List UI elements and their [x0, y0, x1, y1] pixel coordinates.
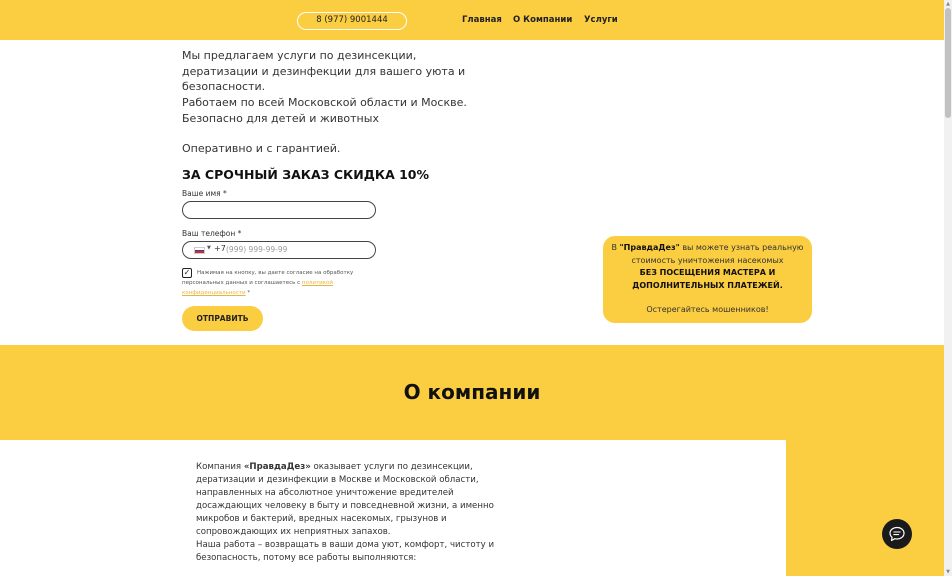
notice-prefix: В [611, 243, 617, 252]
notice-bold-2 [603, 280, 812, 293]
right-yellow-strip [786, 440, 944, 576]
checkmark-icon: ✓ [183, 268, 191, 277]
privacy-policy-link[interactable]: политикой конфиденциальности [182, 280, 333, 296]
about-title: О компании [403, 380, 541, 404]
consent-text-body: Нажимая на кнопку, вы даете согласие на обработку персональных данных и соглашаетесь c [182, 270, 354, 286]
phone-label: Ваш телефон * [182, 229, 242, 238]
notice-bold-1-text: БЕЗ ПОСЕЩЕНИЯ МАСТЕРА И [639, 268, 776, 277]
notice-line-1-rest: вы можете узнать реальную [682, 243, 804, 252]
chat-button[interactable] [882, 519, 912, 549]
about-p1-prefix: Компания [196, 462, 242, 472]
name-label: Ваше имя * [182, 189, 227, 198]
scroll-up-icon[interactable]: ▲ [946, 1, 950, 7]
name-input[interactable] [182, 201, 376, 219]
scroll-down-icon[interactable]: ▼ [946, 569, 950, 575]
nav-services[interactable]: Услуги [584, 15, 618, 25]
consent-checkbox[interactable] [182, 268, 192, 278]
notice-line-1 [603, 242, 812, 255]
intro-paragraph-3: Оперативно и с гарантией. [182, 142, 341, 155]
notice-bold-1 [603, 267, 812, 280]
phone-placeholder: (999) 999-99-99 [226, 244, 288, 254]
chevron-down-icon[interactable]: ▼ [207, 245, 211, 251]
notice-line-2: стоимость уничтожения насекомых [631, 255, 784, 265]
chat-bubble-icon [889, 526, 905, 542]
about-p1-body: оказывает услуги по дезинсекции, дератизации и дезинфекции в Москве и Московской области, направленных на абсолютное уничтожение вредителей досаждающих человеку в быту и повседневной жизни, а именно микробов и бактерий, вредных насекомых, грызунов и сопровождающих их неприятных запахов. [196, 462, 494, 537]
about-paragraph-2: Наша работа – возвращать в ваши дома уют, комфорт, чистоту и безопасность, потому все работы выполняются: [196, 540, 495, 563]
consent-text [182, 268, 357, 298]
notice-warning: Остерегайтесь мошенников! [646, 305, 769, 314]
phone-button[interactable]: 8 (977) 9001444 [297, 12, 407, 30]
phone-country-code: +7 [214, 244, 226, 253]
header-bar [0, 0, 944, 40]
page-scrollbar[interactable] [944, 0, 952, 576]
nav-home[interactable]: Главная [462, 15, 502, 25]
promo-title: ЗА СРОЧНЫЙ ЗАКАЗ СКИДКА 10% [182, 167, 430, 182]
russia-flag-icon[interactable] [194, 247, 205, 254]
notice-brand: "ПравдаДез" [619, 243, 680, 252]
price-notice-box [603, 236, 812, 323]
scrollbar-thumb[interactable] [945, 8, 951, 118]
phone-input[interactable] [182, 241, 376, 259]
intro-paragraph-2: Работаем по всей Московской области и Москве. Безопасно для детей и животных [182, 96, 467, 125]
submit-button[interactable]: ОТПРАВИТЬ [182, 306, 263, 331]
notice-bold-2-text: ДОПОЛНИТЕЛЬНЫХ ПЛАТЕЖЕЙ. [632, 280, 783, 290]
nav-about[interactable]: О Компании [513, 15, 573, 25]
consent-required-mark: * [247, 290, 251, 296]
intro-paragraph-1: Мы предлагаем услуги по дезинсекции, дератизации и дезинфекции для вашего уюта и безопасности. [182, 49, 466, 93]
about-p1-brand: «ПравдаДез» [243, 462, 311, 472]
about-paragraph-1 [196, 461, 516, 539]
